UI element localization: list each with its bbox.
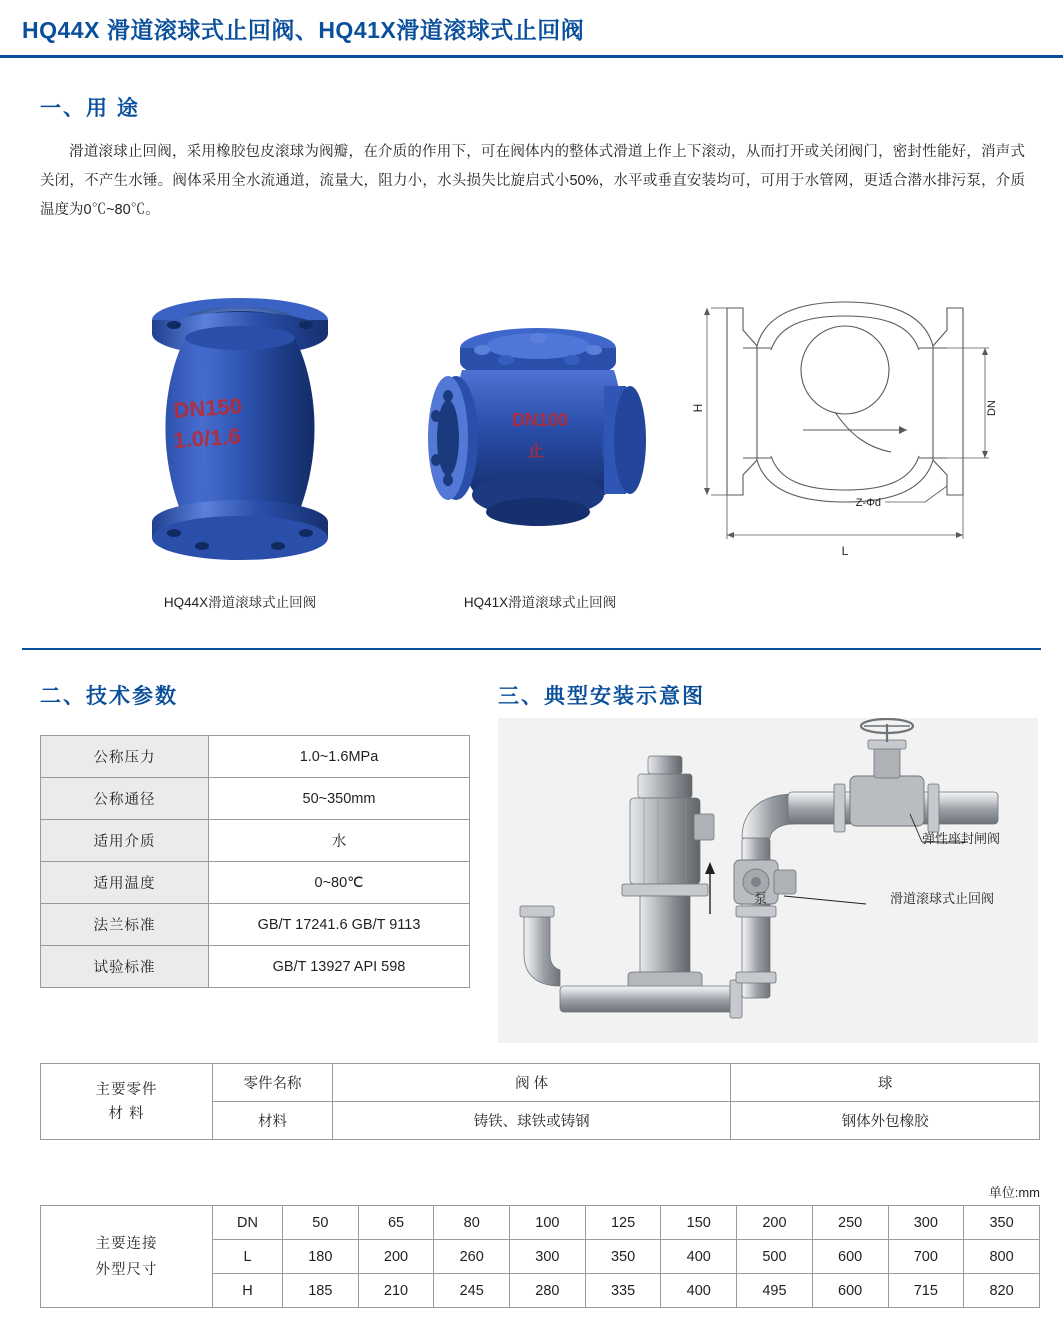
dim-cell: 350 bbox=[585, 1240, 661, 1274]
dim-label-dn: DN bbox=[986, 400, 998, 416]
dim-cell: 600 bbox=[812, 1274, 888, 1308]
table-row bbox=[41, 1064, 1040, 1102]
dim-row-label: DN bbox=[213, 1206, 283, 1240]
table-row bbox=[41, 1206, 1040, 1240]
dim-cell: 80 bbox=[434, 1206, 510, 1240]
spec-key: 适用介质 bbox=[41, 820, 209, 862]
product-2 bbox=[390, 290, 690, 611]
dim-label-h: H bbox=[691, 403, 705, 413]
spec-key: 试验标准 bbox=[41, 946, 209, 988]
spec-key: 公称压力 bbox=[41, 736, 209, 778]
left-flange bbox=[428, 376, 478, 500]
parts-row1-col1: 阀 体 bbox=[333, 1064, 731, 1102]
dim-label-zd: Z-Φd bbox=[855, 497, 881, 509]
parts-header-line2: 材 料 bbox=[108, 1105, 145, 1122]
page-header bbox=[0, 0, 1063, 58]
dim-cell: 600 bbox=[812, 1240, 888, 1274]
technical-parameters-table bbox=[40, 735, 470, 988]
dim-cell: 400 bbox=[661, 1240, 737, 1274]
dim-cell: 100 bbox=[510, 1206, 586, 1240]
parts-row1-label: 零件名称 bbox=[213, 1064, 333, 1102]
unit-note: 单位:mm bbox=[988, 1185, 1040, 1200]
dim-label-l: L bbox=[841, 544, 849, 558]
table-row bbox=[41, 778, 470, 820]
dim-cell: 300 bbox=[888, 1206, 964, 1240]
dim-cell: 245 bbox=[434, 1274, 510, 1308]
spec-value: GB/T 13927 API 598 bbox=[209, 946, 470, 988]
hq41x-valve-photo bbox=[390, 290, 690, 580]
label-check-valve: 滑道滚球式止回阀 bbox=[890, 891, 995, 906]
svg-text:DN150: DN150 bbox=[172, 393, 243, 423]
dim-row-label: H bbox=[213, 1274, 283, 1308]
discharge-pipe bbox=[705, 838, 796, 998]
dim-cell: 335 bbox=[585, 1274, 661, 1308]
product-2-caption: HQ41X滑道滚球式止回阀 bbox=[463, 595, 617, 610]
table-row bbox=[41, 736, 470, 778]
dim-cell: 50 bbox=[283, 1206, 359, 1240]
spec-key: 适用温度 bbox=[41, 862, 209, 904]
main-parts-material-table bbox=[40, 1063, 1040, 1140]
dim-cell: 150 bbox=[661, 1206, 737, 1240]
dim-cell: 280 bbox=[510, 1274, 586, 1308]
spec-key: 法兰标准 bbox=[41, 904, 209, 946]
spec-value: 1.0~1.6MPa bbox=[209, 736, 470, 778]
dim-cell: 350 bbox=[964, 1206, 1040, 1240]
installation-diagram bbox=[498, 718, 1038, 1043]
dim-cell: 300 bbox=[510, 1240, 586, 1274]
parts-row2-col2: 钢体外包橡胶 bbox=[731, 1102, 1040, 1140]
dim-cell: 250 bbox=[812, 1206, 888, 1240]
dim-cell: 210 bbox=[358, 1274, 434, 1308]
valve-technical-drawing bbox=[685, 290, 1030, 585]
dim-cell: 200 bbox=[358, 1240, 434, 1274]
dim-cell: 495 bbox=[737, 1274, 813, 1308]
section-heading-install: 三、典型安装示意图 bbox=[498, 685, 705, 708]
usage-paragraph: 滑道滚球止回阀，采用橡胶包皮滚球为阀瓣，在介质的作用下，可在阀体内的整体式滑道上作上下滚动，从而打开或关闭阀门，密封性能好，消声式关闭，不产生水锤。阀体采用全水流通道，流量大，阻力小，水头损失比旋启式小50%，水平或垂直安装均可，可用于水管网，更适合潜水排污泵，介质温度为0℃~80℃。 bbox=[40, 144, 1025, 218]
dim-cell: 260 bbox=[434, 1240, 510, 1274]
dim-cell: 180 bbox=[283, 1240, 359, 1274]
table-row bbox=[41, 862, 470, 904]
table-row bbox=[41, 820, 470, 862]
product-1-caption: HQ44X滑道滚球式止回阀 bbox=[163, 595, 317, 610]
dim-cell: 820 bbox=[964, 1274, 1040, 1308]
right-flange bbox=[602, 386, 646, 494]
table-row bbox=[41, 946, 470, 988]
dim-cell: 715 bbox=[888, 1274, 964, 1308]
parts-row1-col2: 球 bbox=[731, 1064, 1040, 1102]
label-gate-valve: 弹性座封闸阀 bbox=[922, 831, 1001, 846]
main-dimensions-table bbox=[40, 1205, 1040, 1308]
dim-cell: 500 bbox=[737, 1240, 813, 1274]
dim-cell: 185 bbox=[283, 1274, 359, 1308]
section-heading-tech: 二、技术参数 bbox=[40, 685, 178, 708]
dim-header-line1: 主要连接 bbox=[95, 1235, 158, 1252]
dim-cell: 125 bbox=[585, 1206, 661, 1240]
dim-cell: 400 bbox=[661, 1274, 737, 1308]
spec-value: 0~80℃ bbox=[209, 862, 470, 904]
section-divider bbox=[22, 648, 1041, 650]
suction-pipe bbox=[520, 906, 742, 1018]
pump-unit bbox=[622, 756, 714, 1009]
dim-cell: 200 bbox=[737, 1206, 813, 1240]
parts-table-header bbox=[41, 1064, 213, 1140]
pump-piping-illustration bbox=[498, 718, 1038, 1043]
product-image-row bbox=[40, 290, 1030, 610]
table-row bbox=[41, 904, 470, 946]
dim-cell: 800 bbox=[964, 1240, 1040, 1274]
gate-valve bbox=[850, 719, 924, 826]
cross-section-drawing bbox=[685, 290, 1030, 580]
hq44x-valve-photo bbox=[90, 290, 390, 580]
svg-text:止: 止 bbox=[528, 443, 545, 460]
spec-value: 水 bbox=[209, 820, 470, 862]
dim-row-label: L bbox=[213, 1240, 283, 1274]
svg-text:DN100: DN100 bbox=[512, 410, 569, 430]
svg-text:1.0/1.6: 1.0/1.6 bbox=[172, 423, 242, 453]
spec-value: 50~350mm bbox=[209, 778, 470, 820]
section-heading-usage: 一、用 途 bbox=[40, 97, 140, 120]
product-1 bbox=[90, 290, 390, 611]
parts-row2-label: 材料 bbox=[213, 1102, 333, 1140]
dim-header-line2: 外型尺寸 bbox=[95, 1261, 158, 1278]
spec-key: 公称通径 bbox=[41, 778, 209, 820]
dim-cell: 700 bbox=[888, 1240, 964, 1274]
spec-value: GB/T 17241.6 GB/T 9113 bbox=[209, 904, 470, 946]
label-pump: 泵 bbox=[754, 891, 768, 906]
page-title: HQ44X 滑道滚球式止回阀、HQ41X滑道滚球式止回阀 bbox=[22, 17, 585, 43]
dim-table-header bbox=[41, 1206, 213, 1308]
parts-header-line1: 主要零件 bbox=[95, 1081, 158, 1098]
dim-cell: 65 bbox=[358, 1206, 434, 1240]
parts-row2-col1: 铸铁、球铁或铸钢 bbox=[333, 1102, 731, 1140]
